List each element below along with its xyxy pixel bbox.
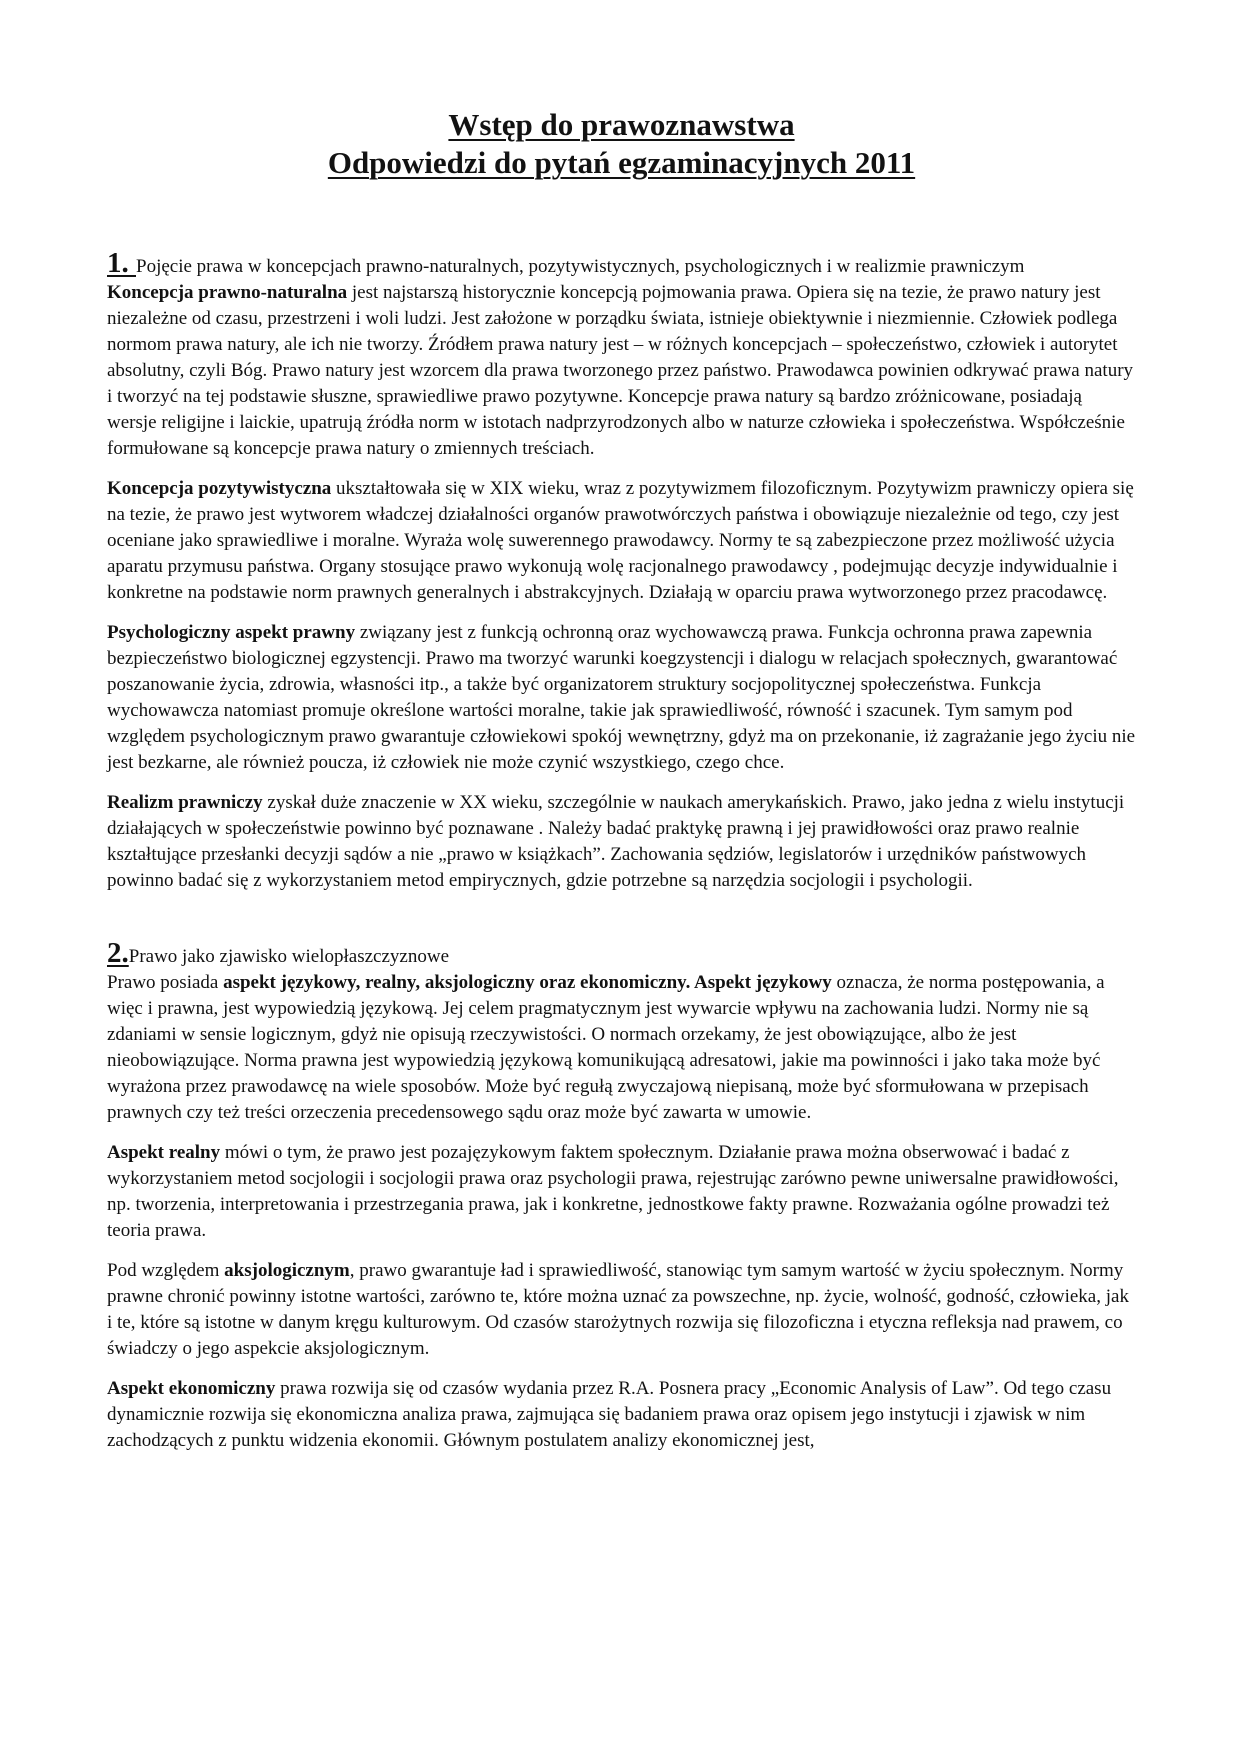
text-run: ukształtowała się w XIX wieku, wraz z pozytywizmem filozoficznym. Pozytywizm prawniczy opiera się na tezie, że prawo jest wytworem władczej działalności organów prawotwórczych państwa i obowiązuje niezależnie od tego, czy jest oceniane jako sprawiedliwe i moralne. Wyraża wolę suwerennego prawodawcy. Normy te są zabezpieczone przez możliwość użycia aparatu przymusu państwa. Organy stosujące prawo wykonują wolę racjonalnego prawodawcy , podejmując decyzje indywidualnie i konkretne na podstawie norm prawnych generalnych i abstrakcyjnych. Działają w oparciu prawa wytworzonego przez pracodawcę. [107, 477, 1134, 603]
bold-text-run: Psychologiczny aspekt prawny [107, 621, 356, 643]
title-text-2: Odpowiedzi do pytań egzaminacyjnych 2011 [327, 144, 916, 180]
text-run: zyskał duże znaczenie w XX wieku, szczególnie w naukach amerykańskich. Prawo, jako jedna z wielu instytucji działających w społeczeństwie powinno być poznawane . Należy badać praktykę prawną i jej prawidłowości oraz prawo realnie kształtujące przesłanki decyzji sądów a nie „prawo w książkach”. Zachowania sędziów, legislatorów i urzędników państwowych powinno badać się z wykorzystaniem metod empirycznych, gdzie potrzebne są narzędzia socjologii i psychologii. [107, 791, 1125, 891]
text-run: związany jest z funkcją ochronną oraz wychowawczą prawa. Funkcja ochronna prawa zapewnia bezpieczeństwo biologicznej egzystencji. Prawo ma tworzyć warunki koegzystencji i dialogu w relacjach społecznych, gwarantować poszanowanie życia, zdrowia, własności itp., a także być organizatorem struktury socjopolitycznej społeczeństwa. Funkcja wychowawcza natomiast promuje określone wartości moralne, takie jak sprawiedliwość, równość i szacunek. Tym samym pod względem psychologicznym prawo gwarantuje człowiekowi spokój wewnętrzny, gdyż ma on przekonanie, iż zagrażanie jego życiu nie jest bezkarne, ale również poucza, iż człowiek nie może czynić wszystkiego, czego chce. [107, 621, 1136, 773]
bold-text-run: aspekt językowy, realny, aksjologiczny oraz ekonomiczny. Aspekt językowy [223, 971, 832, 993]
text-run: jest najstarszą historycznie koncepcją pojmowania prawa. Opiera się na tezie, że prawo natury jest niezależne od czasu, przestrzeni i woli ludzi. Jest założone w porządku świata, istnieje obiektywnie i niezmiennie. Człowiek podlega normom prawa natury, ale ich nie tworzy. Źródłem prawa natury jest – w różnych koncepcjach – społeczeństwo, człowiek i autorytet absolutny, czyli Bóg. Prawo natury jest wzorcem dla prawa tworzonego przez państwo. Prawodawca powinien odkrywać prawa natury i tworzyć na tej podstawie słuszne, sprawiedliwe prawo pozytywne. Koncepcje prawa natury są bardzo zróżnicowane, posiadają wersje religijne i laickie, upatrują źródła norm w istotach nadprzyrodzonych albo w naturze człowieka i społeczeństwa. Współcześnie formułowane są koncepcje prawa natury o zmiennych treściach. [107, 281, 1134, 459]
section-heading-text: Prawo jako zjawisko wielopłaszczyznowe [128, 945, 450, 967]
bold-text-run: Koncepcja pozytywistyczna [107, 477, 332, 499]
section-number: 2. [107, 936, 129, 969]
paragraph [107, 970, 1136, 1126]
paragraph [107, 790, 1136, 894]
text-run: mówi o tym, że prawo jest pozajęzykowym faktem społecznym. Działanie prawa można obserwować i badać z wykorzystaniem metod socjologii i socjologii prawa oraz psychologii prawa, rejestrując zarówno pewne uniwersalne prawidłowości, np. tworzenia, interpretowania i przestrzegania prawa, jak i konkretne, jednostkowe fakty prawne. Rozważania ogólne prowadzi też teoria prawa. [107, 1141, 1119, 1241]
title-line-1 [107, 106, 1136, 144]
text-run: oznacza, że norma postępowania, a więc i prawna, jest wypowiedzią językową. Jej celem pragmatycznym jest wywarcie wpływu na zachowania ludzi. Normy nie są zdaniami w sensie logicznym, gdyż nie opisują rzeczywistości. O normach orzekamy, że jest obowiązujące, albo że jest nieobowiązujące. Norma prawna jest wypowiedzią językową komunikującą adresatowi, jakie ma powinności i jako taka może być wyrażona przez prawodawcę na wiele sposobów. Może być regułą zwyczajową niepisaną, może być sformułowana w przepisach prawnych czy też treści orzeczenia precedensowego sądu oraz może być zawarta w umowie. [107, 971, 1105, 1123]
section-1 [107, 246, 1136, 894]
text-run: Prawo posiada [107, 971, 224, 993]
section-2 [107, 936, 1136, 1454]
section-number: 1. [107, 246, 136, 279]
title-text-1: Wstęp do prawoznawstwa [448, 107, 795, 142]
section-heading-text: Pojęcie prawa w koncepcjach prawno-naturalnych, pozytywistycznych, psychologicznych i w realizmie prawniczym [136, 255, 1025, 277]
bold-text-run: aksjologicznym [224, 1259, 350, 1281]
paragraph [107, 1258, 1136, 1362]
bold-text-run: Aspekt realny [107, 1141, 221, 1163]
title-line-2 [107, 144, 1136, 182]
section-heading [107, 936, 1136, 970]
document-body [107, 246, 1136, 1454]
bold-text-run: Koncepcja prawno-naturalna [107, 281, 348, 303]
text-run: , prawo gwarantuje ład i sprawiedliwość, stanowiąc tym samym wartość w życiu społecznym. Normy prawne chronić powinny istotne wartości, zarówno te, które można uznać za powszechne, np. życie, wolność, godność, człowieka, jak i te, które są istotne w danym kręgu kulturowym. Od czasów starożytnych rozwija się filozoficzna i etyczna refleksja nad prawem, co świadczy o jego aspekcie aksjologicznym. [107, 1259, 1129, 1359]
paragraph [107, 280, 1136, 462]
text-run: prawa rozwija się od czasów wydania przez R.A. Posnera pracy „Economic Analysis of Law”. Od tego czasu dynamicznie rozwija się ekonomiczna analiza prawa, zajmująca się badaniem prawa oraz opisem jego instytucji i zjawisk w nim zachodzących z punktu widzenia ekonomii. Głównym postulatem analizy ekonomicznej jest, [107, 1377, 1112, 1451]
text-run: Pod względem [107, 1259, 225, 1281]
paragraph [107, 620, 1136, 776]
paragraph [107, 476, 1136, 606]
section-heading [107, 246, 1136, 280]
bold-text-run: Aspekt ekonomiczny [107, 1377, 276, 1399]
bold-text-run: Realizm prawniczy [107, 791, 263, 813]
paragraph [107, 1376, 1136, 1454]
document-title [107, 106, 1136, 182]
paragraph [107, 1140, 1136, 1244]
